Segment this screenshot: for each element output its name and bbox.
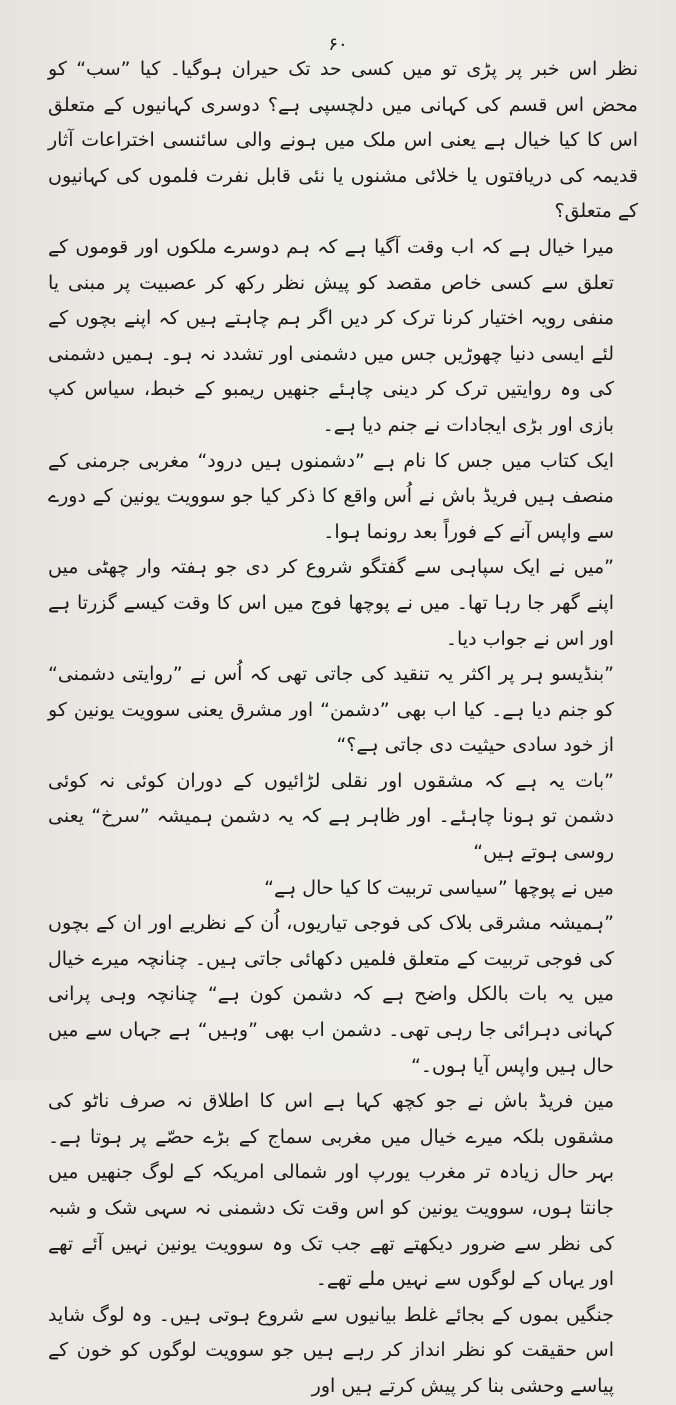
- paragraph: مین فریڈ باش نے جو کچھ کہا ہے اس کا اطلاق نہ صرف ناٹو کی مشقوں بلکہ میرے خیال میں مغربی سماج کے بڑے حصّے پر ہوتا ہے۔ بہر حال زیادہ تر مغرب یورپ اور شمالی امریکہ کے لوگ جنھیں میں جانتا ہوں، سوویت یونین کو اس وقت تک دشمنی نہ سہی شک و شبہ کی نظر سے ضرور دیکھتے تھے جب تک وہ سوویت یونین نہیں آئے تھے اور یہاں کے لوگوں سے نہیں ملے تھے۔: [48, 1090, 614, 1291]
- paragraph: میں نے پوچھا ”سیاسی تربیت کا کیا حال ہے“: [264, 876, 614, 899]
- paragraph: ”ہمیشہ مشرقی بلاک کی فوجی تیاریوں، اُن کے نظریے اور ان کے بچوں کی فوجی تربیت کے متعلق فلمیں دکھائی جاتی ہیں۔ چنانچہ میرے خیال میں یہ بات بالکل واضح ہے کہ دشمن کون ہے“ چنانچہ وہی پرانی کہانی دہرائی جا رہی تھی۔ دشمن اب بھی ”وہیں“ ہے جہاں سے میں حال ہیں واپس آیا ہوں۔“: [48, 912, 614, 1077]
- body-text: [48, 52, 638, 1405]
- paragraph: میرا خیال ہے کہ اب وقت آگیا ہے کہ ہم دوسرے ملکوں اور قوموں کے تعلق سے کسی خاص مقصد کو پیش نظر رکھ کر عصبیت پر مبنی یا منفی رویہ اختیار کرنا ترک کر دیں اگر ہم چاہتے ہیں کہ اپنے بچوں کے لئے ایسی دنیا چھوڑیں جس میں دشمنی اور تشدد نہ ہو۔ ہمیں دشمنی کی وہ روایتیں ترک کر دینی چاہئے جنھیں ریمبو کے خبط، سیاس کپ بازی اور بڑی ایجادات نے جنم دیا ہے۔: [48, 235, 614, 436]
- paragraph: ”بنڈیسو ہر پر اکثر یہ تنقید کی جاتی تھی کہ اُس نے ”روایتی دشمنی“ کو جنم دیا ہے۔ کیا اب بھی ”دشمن“ اور مشرق یعنی سوویت یونین کو از خود سادی حیثیت دی جاتی ہے؟“: [48, 663, 614, 757]
- paragraph: ایک کتاب میں جس کا نام ہے ”دشمنوں ہیں درود“ مغربی جرمنی کے منصف ہیں فریڈ باش نے اُس واقع کا ذکر کیا جو سوویت یونین کے دورے سے واپس آنے کے فوراً بعد رونما ہوا۔: [48, 449, 614, 543]
- paragraph: ”میں نے ایک سپاہی سے گفتگو شروع کر دی جو ہفتہ وار چھٹی میں اپنے گھر جا رہا تھا۔ میں نے پوچھا فوج میں اس کا وقت کیسے گزرتا ہے اور اس نے جواب دیا۔: [48, 556, 614, 650]
- paragraph: نظر اس خبر پر پڑی تو میں کسی حد تک حیران ہوگیا۔ کیا ”سب“ کو محض اس قسم کی کہانی میں دلچسپی ہے؟ دوسری کہانیوں کے متعلق اس کا کیا خیال ہے یعنی اس ملک میں ہونے والی سائنسی اختراعات آثار قدیمہ کی دریافتوں یا خلائی مشنوں یا نئی قابل نفرت فلموں کی کہانیوں کے متعلق؟: [48, 58, 638, 223]
- paragraph: جنگیں بموں کے بجائے غلط بیانیوں سے شروع ہوتی ہیں۔ وہ لوگ شاید اس حقیقت کو نظر انداز کر رہے ہیں جو سوویت لوگوں کو خون کے پیاسے وحشی بنا کر پیش کرتے ہیں اور: [48, 1303, 614, 1397]
- page-number: ۶۰: [328, 34, 348, 55]
- paragraph: ”بات یہ ہے کہ مشقوں اور نقلی لڑائیوں کے دوران کوئی نہ کوئی دشمن تو ہونا چاہئے۔ اور ظاہر ہے کہ یہ دشمن ہمیشہ ”سرخ“ یعنی روسی ہوتے ہیں“: [48, 769, 614, 864]
